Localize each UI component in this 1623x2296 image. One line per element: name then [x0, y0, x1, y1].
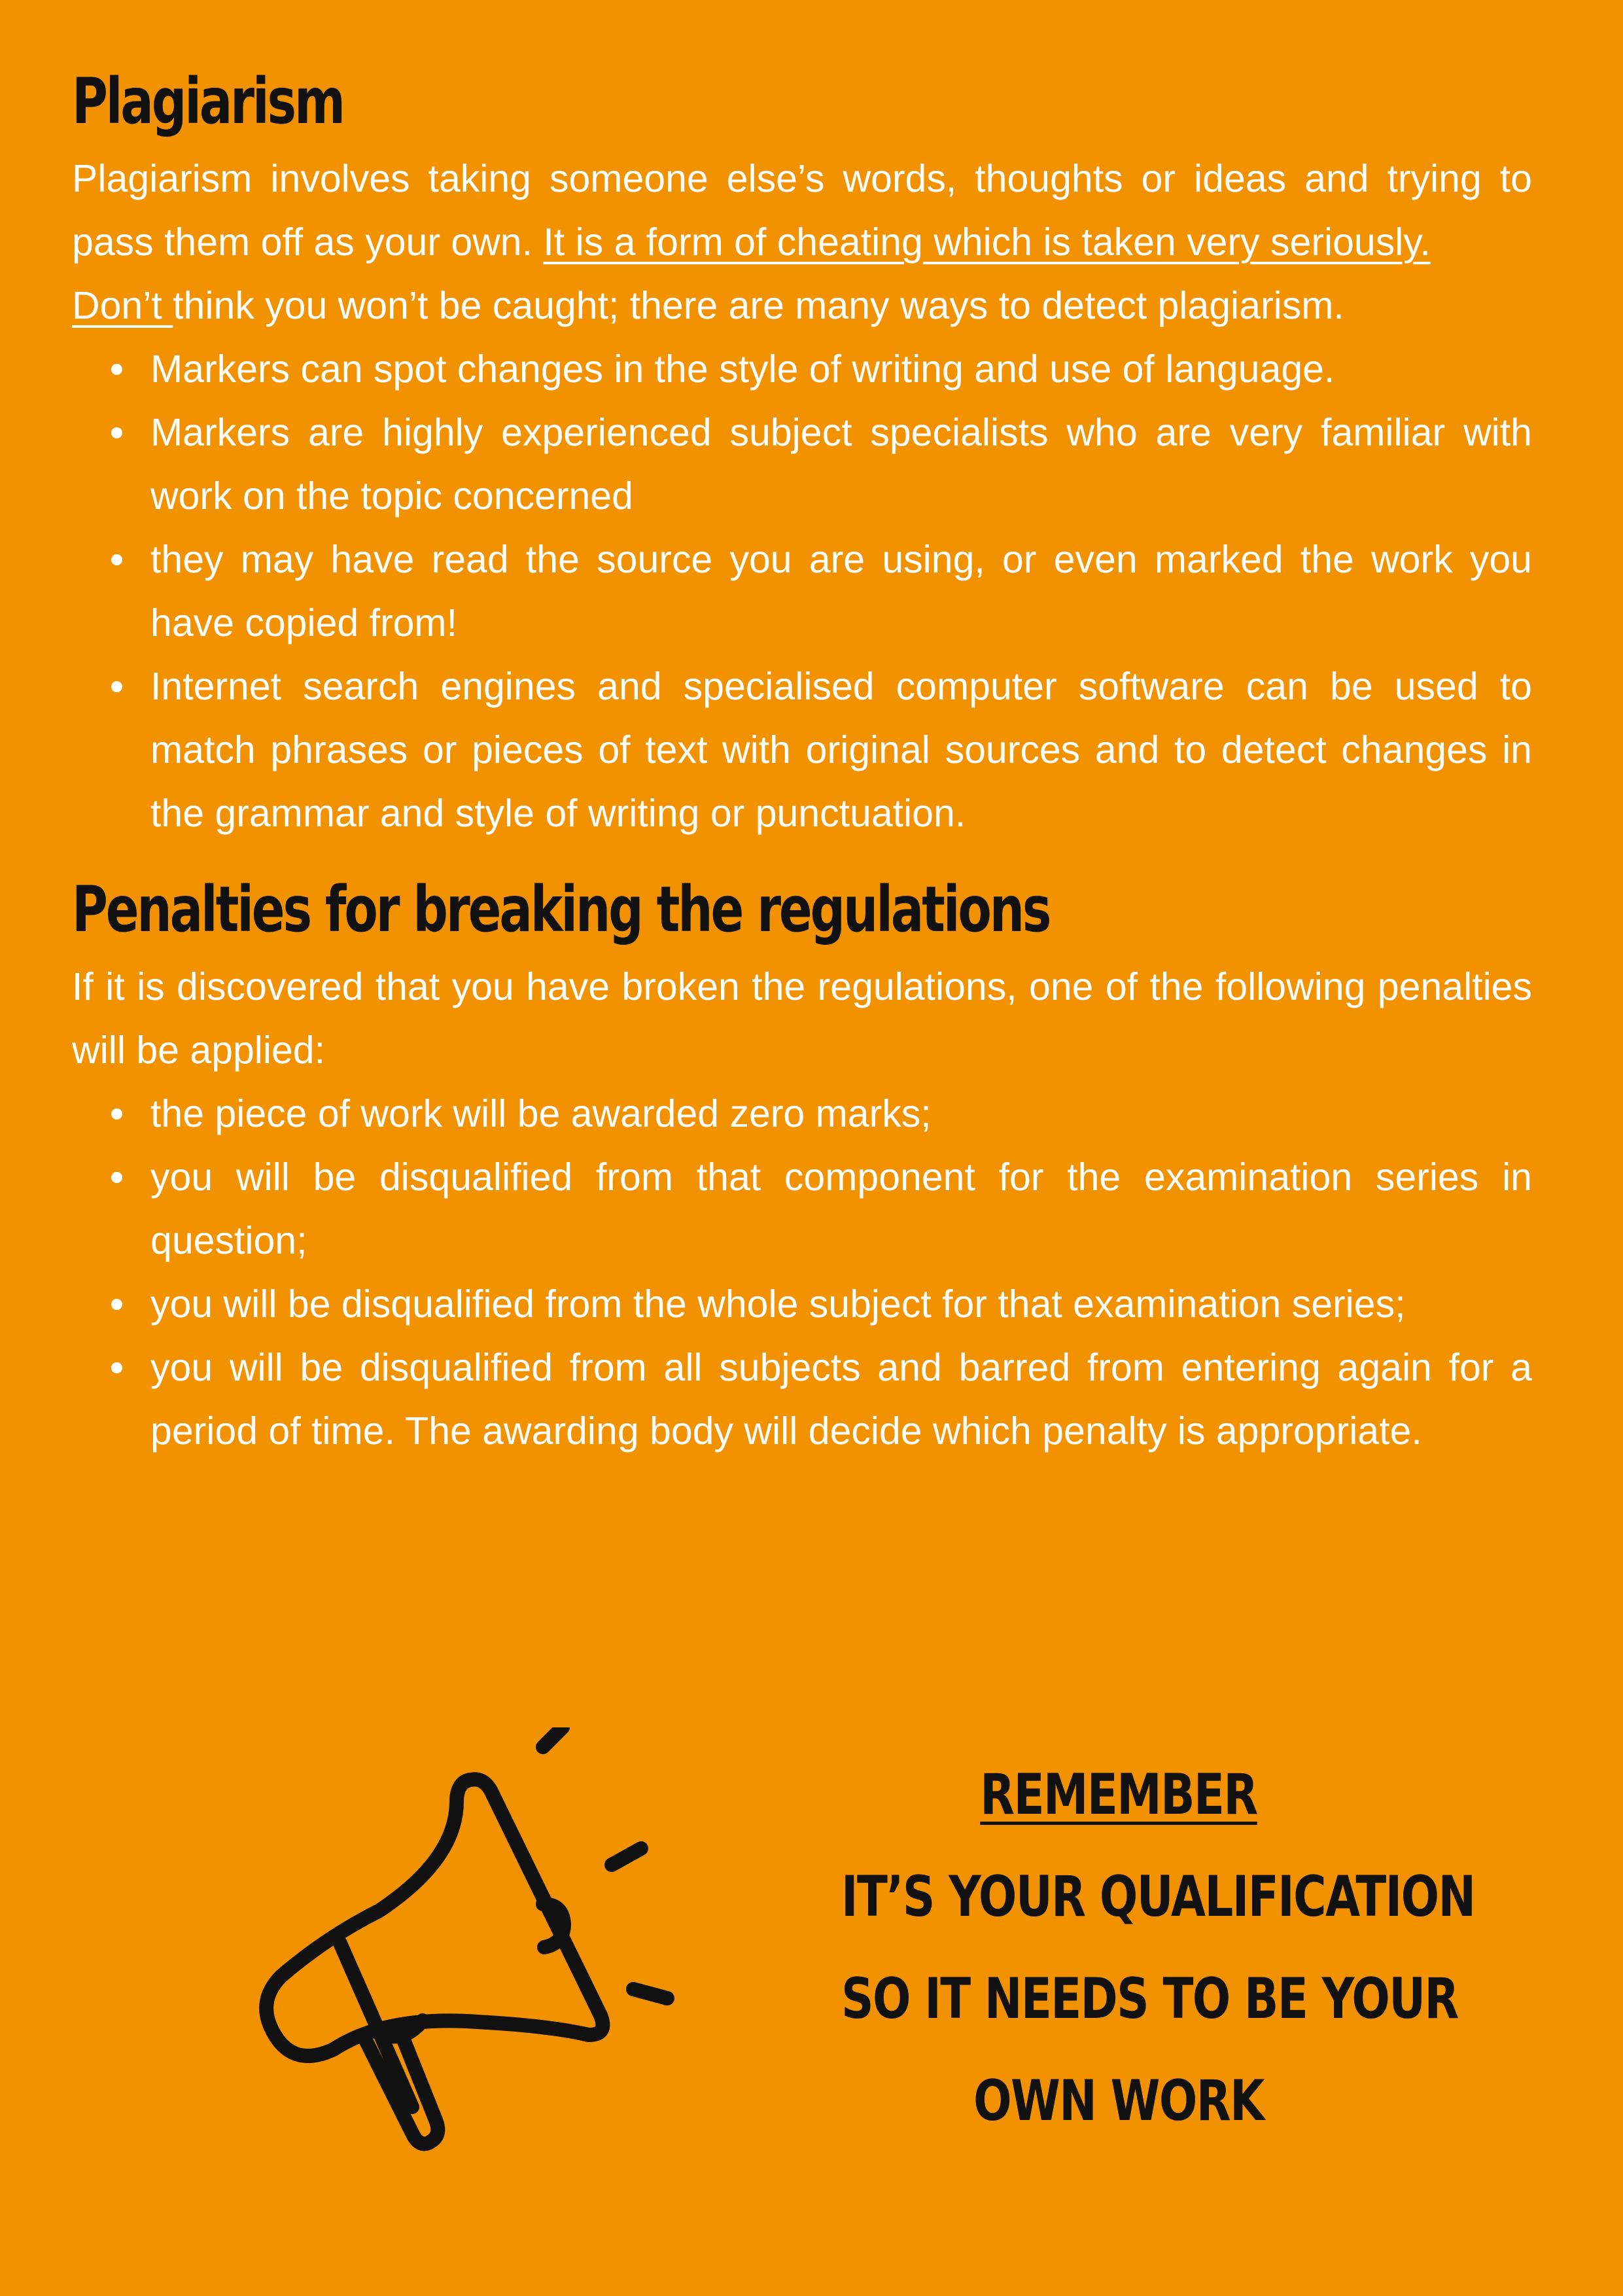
penalties-list	[72, 1082, 1532, 1463]
remember-line-1: IT’S YOUR QUALIFICATION	[841, 1864, 1475, 1930]
remember-callout	[772, 1744, 1475, 2152]
bullet-icon	[111, 681, 122, 692]
bullet-icon	[111, 1299, 122, 1310]
bullet-icon	[111, 1362, 122, 1373]
list-item: they may have read the source you are using, or even marked the work you have copied from!	[150, 528, 1532, 655]
bullet-icon	[111, 1172, 122, 1183]
main-content	[72, 62, 1532, 1463]
remember-line-2: SO IT NEEDS TO BE YOUR	[841, 1966, 1458, 2032]
list-item: you will be disqualified from all subjects and barred from entering again for a period of time. The awarding body will decide which penalty is appropriate.	[150, 1336, 1532, 1463]
list-item: Markers are highly experienced subject specialists who are very familiar with work on the topic concerned	[150, 401, 1532, 528]
cheating-warning: It is a form of cheating which is taken very seriously.	[543, 221, 1431, 264]
plagiarism-intro-text: Plagiarism involves taking someone else’s words, thoughts or ideas and trying to pass them off as your own.	[72, 157, 1532, 264]
list-item: Internet search engines and specialised computer software can be used to match phrases or pieces of text with original sources and to detect changes in the grammar and style of writing or punctuation.	[150, 655, 1532, 845]
remember-title: REMEMBER	[980, 1762, 1257, 1828]
dont-emphasis: Don’t	[72, 284, 173, 327]
list-item: Markers can spot changes in the style of writing and use of language.	[150, 338, 1532, 401]
bullet-icon	[111, 1108, 122, 1120]
bullet-icon	[111, 364, 122, 375]
plagiarism-intro	[72, 147, 1532, 274]
megaphone-icon	[255, 1727, 687, 2159]
list-item: the piece of work will be awarded zero marks;	[150, 1082, 1532, 1146]
bullet-icon	[111, 554, 122, 565]
dont-think-text: think you won’t be caught; there are many ways to detect plagiarism.	[173, 284, 1344, 327]
penalties-intro: If it is discovered that you have broken the regulations, one of the following penalties will be applied:	[72, 965, 1532, 1072]
plagiarism-heading: Plagiarism	[72, 65, 343, 138]
list-item: you will be disqualified from that component for the examination series in question;	[150, 1146, 1532, 1273]
dont-think-line	[72, 274, 1532, 338]
penalties-heading: Penalties for breaking the regulations	[72, 873, 1050, 946]
detection-methods-list	[72, 338, 1532, 845]
bullet-icon	[111, 427, 122, 438]
list-item: you will be disqualified from the whole subject for that examination series;	[150, 1273, 1532, 1336]
remember-line-3: OWN WORK	[973, 2068, 1264, 2134]
remember-title-line	[841, 1744, 1396, 1846]
